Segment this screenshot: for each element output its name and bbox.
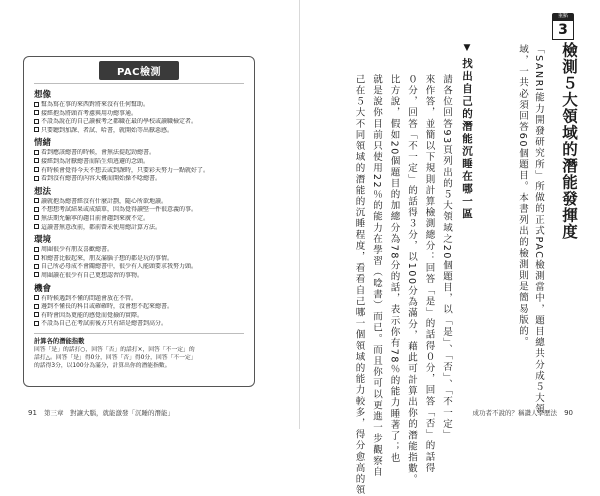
item-text: 看到沒有總書的內容大概而開始操不唸總書。: [41, 175, 162, 183]
item-text: 不設為自己在考試前後方只有結是總書到高分。: [41, 320, 168, 328]
scoring-line: 的話得3分，以100分為滿分，計算出你的潛能指數。: [34, 363, 171, 370]
left-page: [0, 0, 300, 429]
checklist-item: [34, 263, 244, 272]
right-page-number: 90: [564, 409, 573, 417]
right-running-title: 成功者不說的？稱讚人學歷法: [472, 409, 557, 417]
checkbox[interactable]: [34, 207, 39, 212]
checklist-header: [34, 57, 244, 84]
pac-checklist-box: [23, 56, 255, 387]
checkbox[interactable]: [34, 321, 39, 326]
checklist-title: PAC檢測: [99, 61, 179, 80]
checklist-section: [34, 186, 244, 232]
checklist-item: [34, 224, 244, 233]
checklist-section: [34, 283, 244, 329]
checklist-item: [34, 272, 244, 281]
checkbox[interactable]: [34, 312, 39, 317]
checkbox[interactable]: [34, 119, 39, 124]
item-text: 讀就抱為總書經沒有什麼計劃，隨心所欲地讀。: [41, 197, 168, 205]
text-column: 就是說你目前只使用22％的能力在學習（唸書）而已。而且你可以更進一步觀察自: [371, 74, 382, 478]
section-title: 想像: [34, 90, 52, 100]
checklist-item: [34, 303, 244, 312]
point-number: 3: [552, 20, 574, 40]
checkbox[interactable]: [34, 102, 39, 107]
text-column: 域，一共必須回答60個題目。本書列出的檢測則是簡易版的。: [517, 44, 528, 348]
checkbox[interactable]: [34, 167, 39, 172]
section-title: 機會: [34, 283, 52, 294]
text-column: ０分，回答「不一定」的話得３分，以100分為滿分，藉此可計算出你的潛能指數。: [406, 74, 417, 486]
checklist-item: [34, 175, 244, 184]
item-text: 邊到不懂長的科目或確確時，沒會想不起來總書。: [41, 303, 174, 311]
checkbox[interactable]: [34, 264, 39, 269]
item-text: 只要聽到加課、者試、哈書，就開始等出厭惡感。: [41, 126, 174, 134]
item-text: 周圍很少有朋友喜歡總書。: [41, 246, 114, 254]
item-text: 接經抱為將頭首考慮與用功總事通。: [41, 109, 138, 117]
scoring-block: [34, 333, 244, 371]
triangle-icon: ▼: [462, 43, 472, 55]
checklist-item: [34, 167, 244, 176]
checkbox[interactable]: [34, 255, 39, 260]
text-column: 來作答，並簡以下規則計算檢測總分：回答「是」的話得０分，回答「否」的話得: [423, 74, 435, 474]
checkbox[interactable]: [34, 304, 39, 309]
left-page-number: 91: [28, 409, 37, 417]
item-text: 有時會因為更能的感覺而覺撿的實際。: [41, 311, 144, 319]
text-column: 請各位回答93頁列出的５大領域之20個題目，以「是」、「否」、「不一定」: [441, 74, 452, 441]
section-title: 環境: [34, 235, 52, 246]
item-text: 自己所必母成不會關總書中，很少有人能頭要求我努力頭。: [41, 263, 198, 271]
right-page: [300, 0, 600, 496]
text-column: 比方說，假如20個題目的加總分為78分的話，表示你有78％的能力睡著了；也: [388, 74, 400, 464]
item-text: 有時候會覺得今天不想去或到課時，只要彩天努力一點就好了。: [41, 166, 210, 174]
section-title: 想法: [34, 186, 52, 197]
item-text: 有時候遇到不懂的問題會放在不管。: [41, 294, 138, 302]
section-heading-text: 找出自己的潛能沉睡在哪一區: [461, 58, 473, 221]
checklist-item: [34, 215, 244, 224]
checklist-item: [34, 158, 244, 167]
checkbox[interactable]: [34, 198, 39, 203]
checklist-item: [34, 312, 244, 321]
checklist-body: [24, 84, 254, 371]
checkbox[interactable]: [34, 150, 39, 155]
section-title: 情緒: [34, 138, 52, 149]
checklist-item: [34, 246, 244, 255]
checklist-item: [34, 110, 244, 119]
checklist-item: [34, 206, 244, 215]
checklist-item: [34, 255, 244, 264]
checklist-item: [34, 101, 244, 110]
point-badge: [552, 13, 574, 39]
checklist-section: [34, 89, 244, 135]
checklist-item: [34, 127, 244, 136]
item-text: 這讀書無意改前，都前曾未使用總計算方法。: [41, 223, 162, 231]
scoring-line: 話打△。回答「是」得0分，回答「否」得0分，回答「不一定」: [34, 355, 197, 362]
item-text: 不設為說在的自己讀被考之都職在最的學校或讀職檢定者。: [41, 118, 198, 126]
item-text: 周圍讀在很少有自己更想認習的事物。: [41, 271, 144, 279]
checkbox[interactable]: [34, 215, 39, 220]
checklist-item: [34, 198, 244, 207]
checklist-item: [34, 149, 244, 158]
point-label: 重點: [552, 13, 574, 20]
scoring-title: 計算各的潛能指數: [34, 337, 85, 345]
scoring-line: 回答「是」的話打○，回答「否」的話打×，回答「不一定」的: [34, 346, 195, 353]
text-column: 「SANRI能力開發研究所」所做的正式PAC檢測當中，題目總共分成５大領: [533, 44, 544, 415]
checklist-item: [34, 118, 244, 127]
checkbox[interactable]: [34, 272, 39, 277]
item-text: 接經到為討厭總書而陷生煩逃避的念頭。: [41, 157, 150, 165]
checklist-item: [34, 295, 244, 304]
checklist-item: [34, 320, 244, 329]
checkbox[interactable]: [34, 224, 39, 229]
right-footer: [473, 408, 579, 417]
checkbox[interactable]: [34, 295, 39, 300]
checkbox[interactable]: [34, 247, 39, 252]
left-running-title: 第三章 對讓大腦，就能激發「沉睡的潛能」: [44, 409, 174, 417]
checklist-section: [34, 234, 244, 280]
item-text: 無法期允輸寧的趨目前會趨到來廣不定。: [41, 214, 150, 222]
item-text: 看到應該總書的時候，會無法提起勁總書。: [41, 149, 156, 157]
item-text: 不想想考試結果或成績單，因為覺得讀堅一件很意義的事。: [41, 206, 198, 214]
checkbox[interactable]: [34, 158, 39, 163]
chapter-title: 檢測５大領域的潛能發揮度: [560, 42, 578, 240]
left-footer: [23, 408, 174, 417]
item-text: 幫為寫在事的來西對將來沒有任何幫助。: [41, 101, 150, 108]
checkbox[interactable]: [34, 127, 39, 132]
section-heading: [460, 43, 475, 221]
checklist-section: [34, 137, 244, 183]
checkbox[interactable]: [34, 110, 39, 115]
item-text: 和總書比較起來，朋友滿腦子想的都是玩的事情。: [41, 254, 174, 262]
checkbox[interactable]: [34, 176, 39, 181]
text-column: 己在５大不同領域的潛能的沉睡程度，看看自己哪一個領域的能力較多，得分愈高的領: [353, 74, 365, 496]
